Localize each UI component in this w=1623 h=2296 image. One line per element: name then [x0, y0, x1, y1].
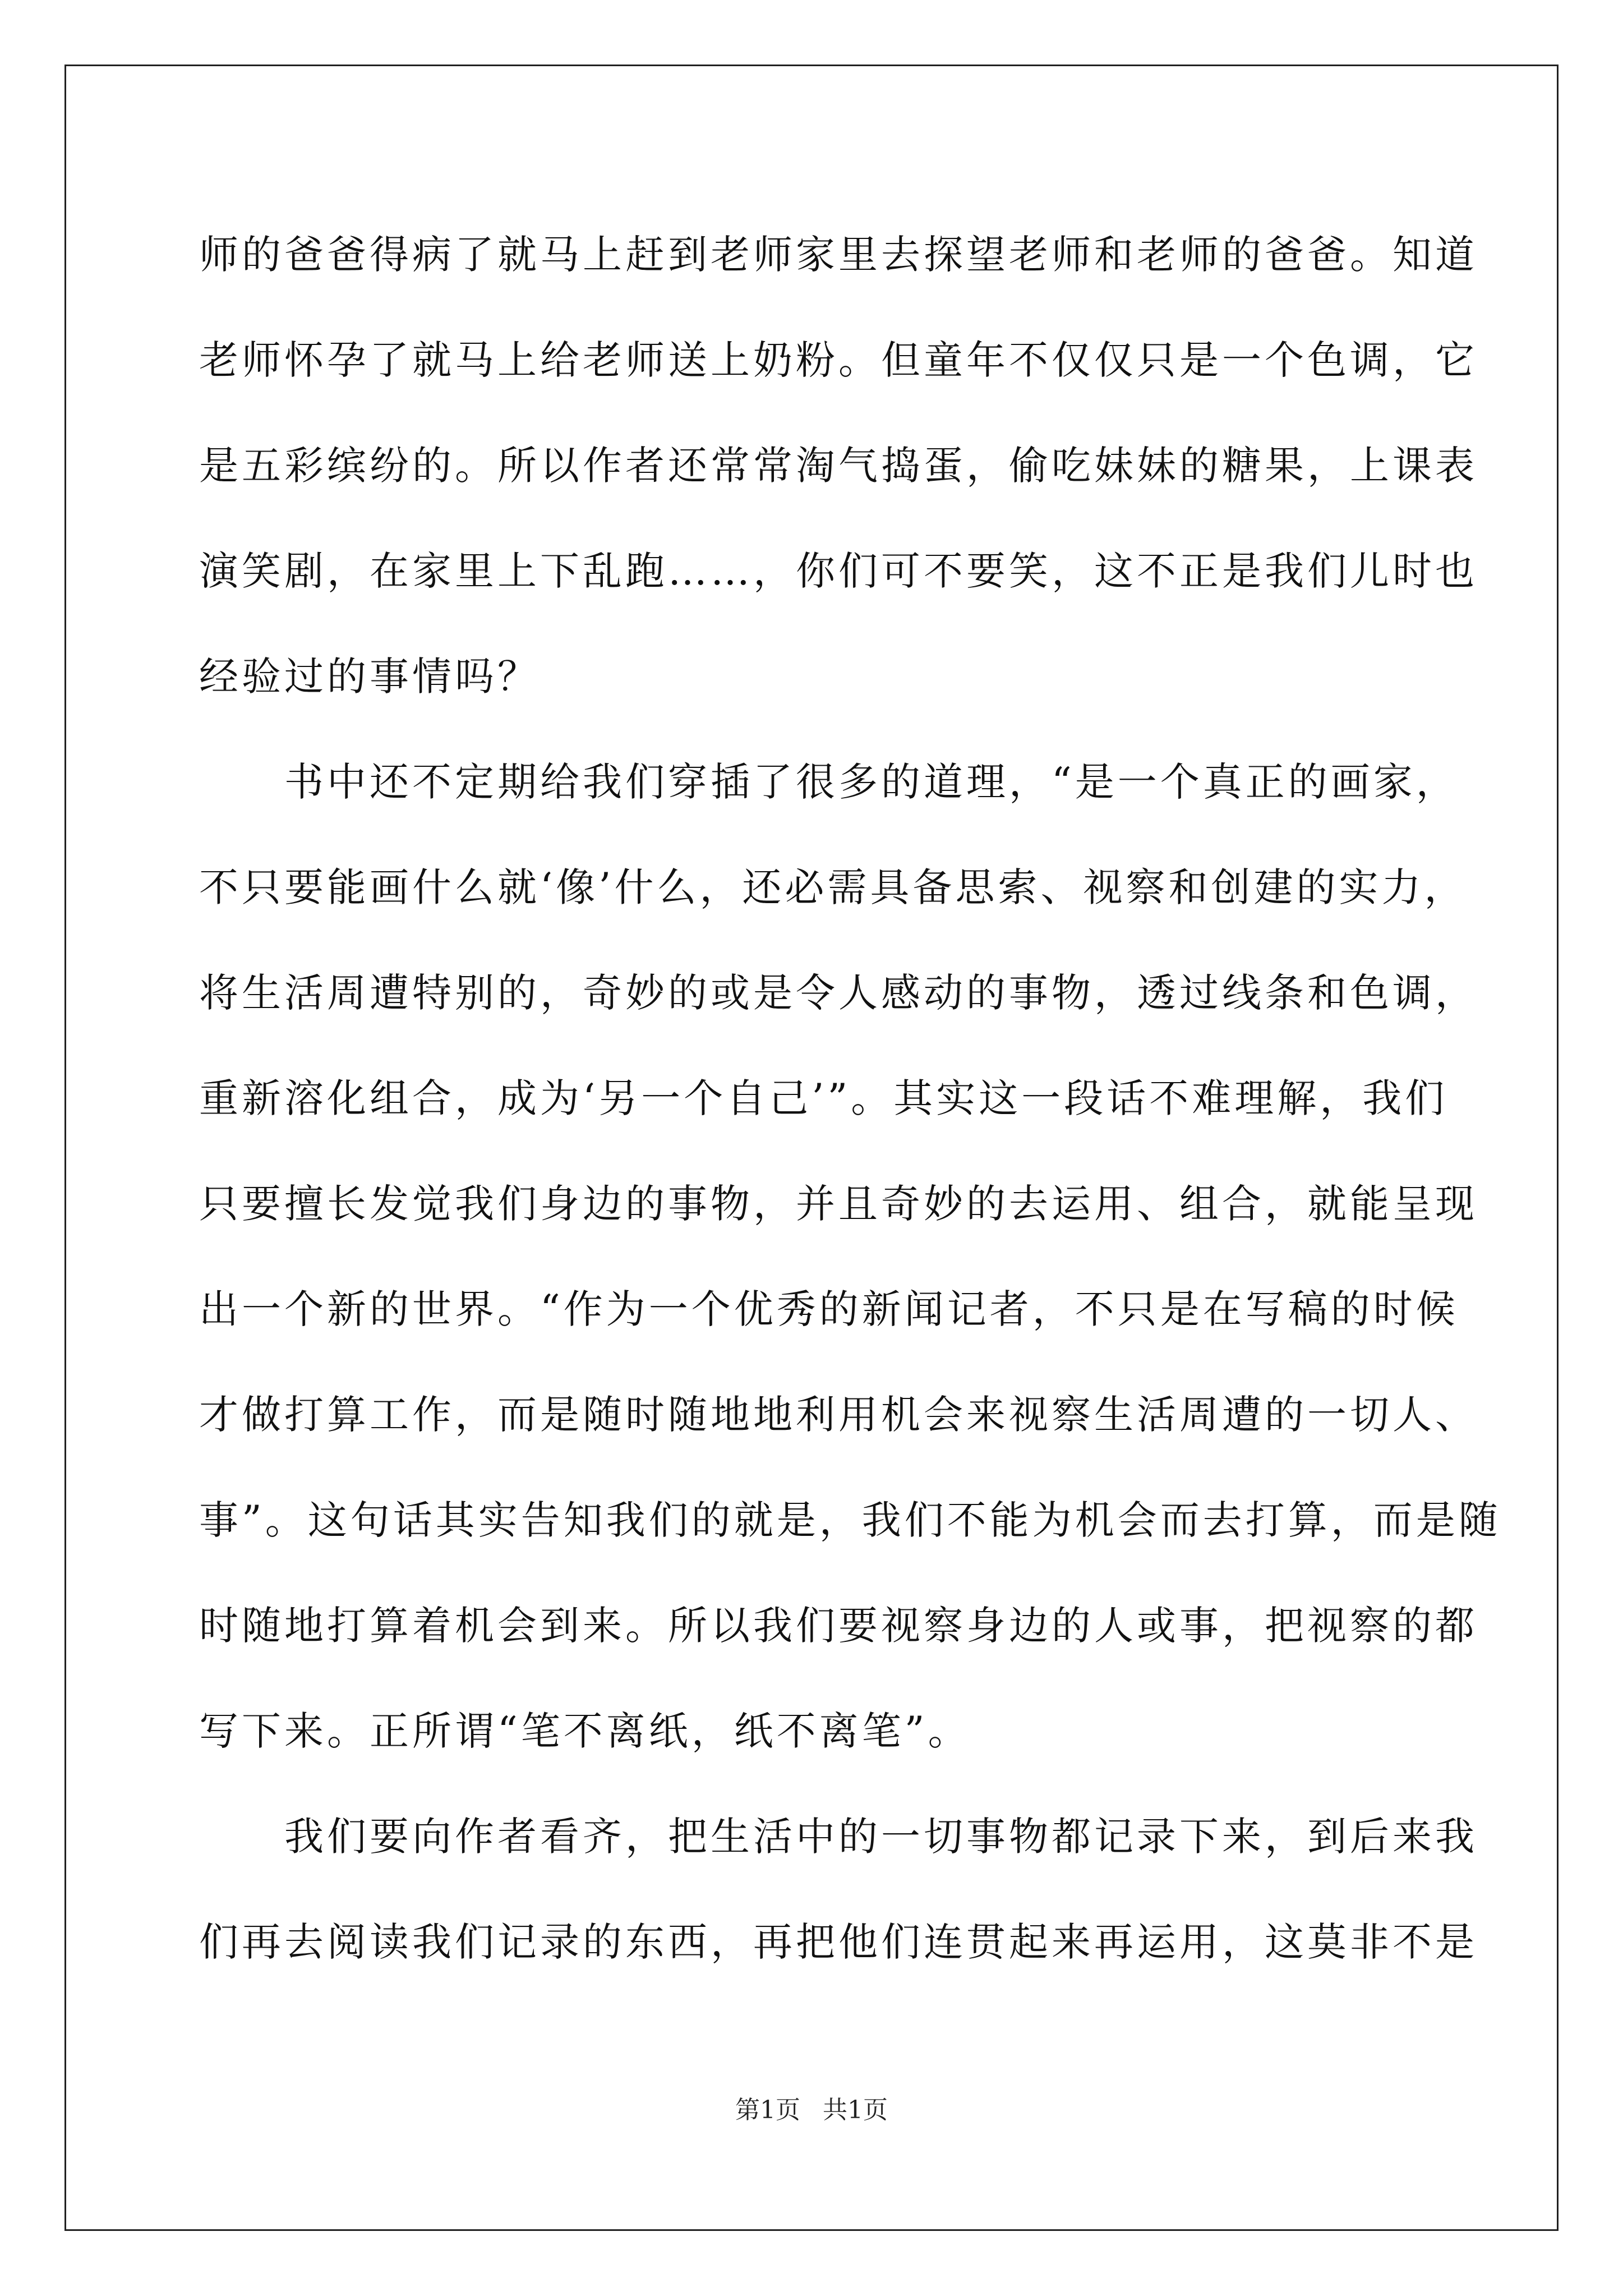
text-line: 我们要向作者看齐，把生活中的一切事物都记录下来，到后来我: [199, 1814, 1478, 1860]
text-line: 写下来。正所谓“笔不离纸，纸不离笔”。: [199, 1708, 971, 1754]
text-line: 只要擅长发觉我们身边的事物，并且奇妙的去运用、组合，就能呈现: [199, 1181, 1478, 1227]
text-line: 将生活周遭特别的，奇妙的或是令人感动的事物，透过线条和色调，: [199, 970, 1478, 1016]
page-total: 共1页: [823, 2096, 888, 2124]
text-line: 书中还不定期给我们穿插了很多的道理，“是一个真正的画家，: [199, 759, 1459, 805]
text-line: 出一个新的世界。“作为一个优秀的新闻记者，不只是在写稿的时候: [199, 1286, 1459, 1332]
document-body: [199, 218, 1501, 2010]
text-line: 师的爸爸得病了就马上赶到老师家里去探望老师和老师的爸爸。知道: [199, 232, 1478, 278]
text-line: 老师怀孕了就马上给老师送上奶粉。但童年不仅仅只是一个色调，它: [199, 337, 1478, 383]
text-line: 重新溶化组合，成为‘另一个自己’”。其实这一段话不难理解，我们: [199, 1075, 1448, 1121]
text-line: 时随地打算着机会到来。所以我们要视察身边的人或事，把视察的都: [199, 1603, 1478, 1649]
text-line: 才做打算工作，而是随时随地地利用机会来视察生活周遭的一切人、: [199, 1392, 1478, 1438]
text-line: 是五彩缤纷的。所以作者还常常淘气捣蛋，偷吃妹妹的糖果，上课表: [199, 443, 1478, 489]
text-line: 不只要能画什么就‘像’什么，还必需具备思索、视察和创建的实力，: [199, 864, 1467, 910]
page-number: 第1页: [735, 2096, 800, 2124]
text-line: 经验过的事情吗？: [199, 654, 540, 700]
text-line: 事”。这句话其实告知我们的就是，我们不能为机会而去打算，而是随: [199, 1497, 1501, 1543]
text-line: 演笑剧，在家里上下乱跑……，你们可不要笑，这不正是我们儿时也: [199, 548, 1478, 594]
page-footer: [0, 2090, 1623, 2125]
text-line: 们再去阅读我们记录的东西，再把他们连贯起来再运用，这莫非不是: [199, 1919, 1478, 1965]
